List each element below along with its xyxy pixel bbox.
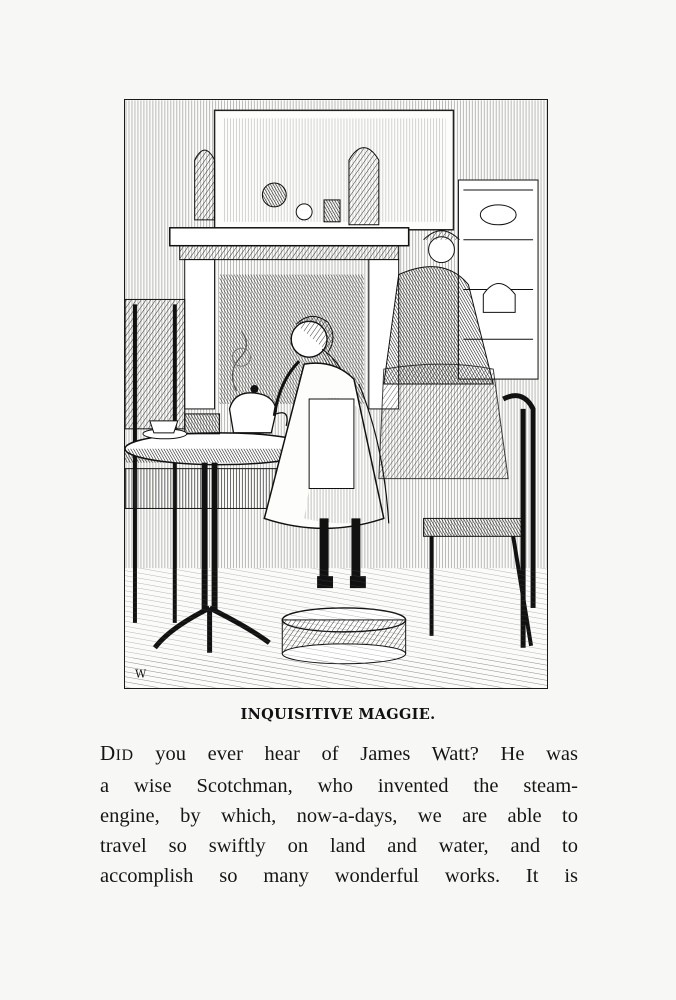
story-text bbox=[100, 738, 578, 891]
text-line-5: accomplish so many wonderful works. It is bbox=[100, 865, 578, 887]
text-line-1 bbox=[100, 738, 578, 771]
engraving-maggie-icon bbox=[125, 100, 547, 688]
line-1-rest: you ever hear of James Watt? He was bbox=[133, 743, 578, 765]
lead-small-caps: ID bbox=[115, 747, 134, 764]
lead-capital: D bbox=[100, 741, 116, 765]
text-line-2: a wise Scotchman, who invented the steam- bbox=[100, 775, 578, 797]
artist-monogram: W bbox=[134, 667, 147, 681]
text-line-4: travel so swiftly on land and water, and to bbox=[100, 835, 578, 857]
illustration-caption: INQUISITIVE MAGGIE. bbox=[240, 706, 436, 723]
text-line-3: engine, by which, now-a-days, we are able to bbox=[100, 805, 578, 827]
engraving-illustration bbox=[124, 99, 548, 689]
